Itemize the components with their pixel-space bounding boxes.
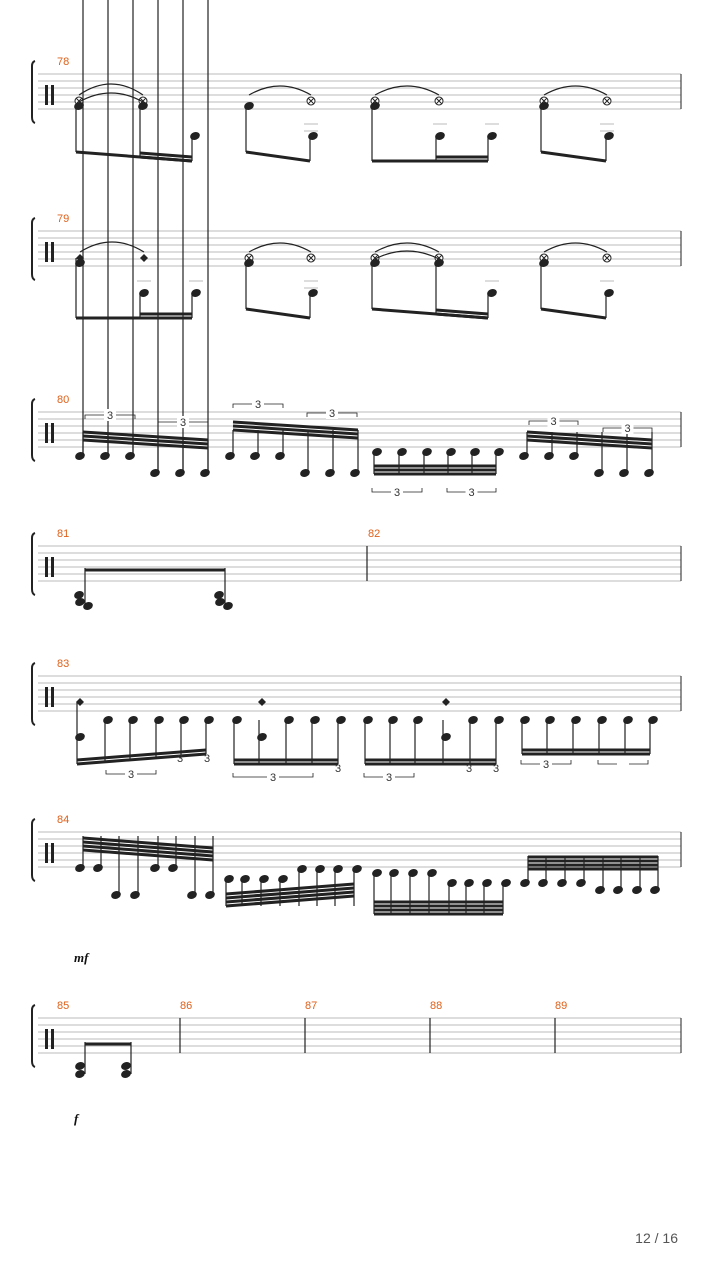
tuplet-number: 3 (180, 417, 187, 429)
notehead (412, 715, 424, 726)
notehead (110, 890, 122, 901)
notehead (543, 451, 555, 462)
notehead (249, 451, 261, 462)
notehead (603, 288, 615, 299)
tuplet-number: 3 (329, 408, 336, 420)
notehead (335, 715, 347, 726)
notehead (647, 715, 659, 726)
tie (544, 243, 607, 252)
notehead (481, 878, 493, 889)
measure-number: 78 (57, 56, 70, 68)
notehead (387, 715, 399, 726)
notehead (314, 864, 326, 875)
tuplet-number: 3 (255, 399, 262, 411)
notehead (74, 451, 86, 462)
notehead (493, 715, 505, 726)
notehead (631, 885, 643, 896)
notehead (371, 447, 383, 458)
notehead (612, 885, 624, 896)
notehead (231, 715, 243, 726)
tuplet-number: 3 (335, 763, 342, 775)
notehead (299, 468, 311, 479)
notehead (371, 868, 383, 879)
tie (249, 86, 311, 95)
percussion-clef (45, 687, 48, 707)
notehead (519, 715, 531, 726)
notehead (570, 715, 582, 726)
percussion-clef (45, 242, 48, 262)
notehead (351, 864, 363, 875)
system-bracket (32, 61, 35, 123)
beam (246, 309, 310, 318)
notehead (407, 868, 419, 879)
notehead (593, 468, 605, 479)
notehead (189, 131, 201, 142)
notehead (421, 447, 433, 458)
notehead (544, 715, 556, 726)
notehead (223, 874, 235, 885)
system-bracket (32, 819, 35, 881)
percussion-clef (45, 85, 48, 105)
notehead (309, 715, 321, 726)
notehead (594, 885, 606, 896)
tuplet-number: 3 (107, 410, 114, 422)
notehead (643, 468, 655, 479)
notehead (493, 447, 505, 458)
notehead (74, 1069, 86, 1080)
notehead (224, 451, 236, 462)
tuplet-number: 3 (270, 772, 277, 784)
notehead (153, 715, 165, 726)
measure-number: 86 (180, 1000, 193, 1012)
notehead (518, 451, 530, 462)
tuplet-number: 3 (177, 753, 184, 765)
measure-number: 88 (430, 1000, 443, 1012)
notehead (167, 863, 179, 874)
measure-number: 87 (305, 1000, 318, 1012)
tuplet-number: 3 (394, 487, 401, 499)
notehead (388, 868, 400, 879)
notehead (124, 451, 136, 462)
notehead (519, 878, 531, 889)
notehead (186, 890, 198, 901)
percussion-clef (51, 85, 54, 105)
notehead (283, 715, 295, 726)
measure-number: 89 (555, 1000, 568, 1012)
beam (541, 309, 606, 318)
percussion-clef (51, 423, 54, 443)
notehead (129, 890, 141, 901)
system-bracket (32, 533, 35, 595)
tuplet-number: 3 (468, 487, 475, 499)
dynamic-marking: mf (74, 950, 89, 965)
notehead (102, 715, 114, 726)
notehead (99, 451, 111, 462)
notehead (618, 468, 630, 479)
tuplet-number: 3 (128, 769, 135, 781)
tie (375, 86, 439, 95)
notehead (426, 868, 438, 879)
system-bracket (32, 663, 35, 725)
diamond-notehead (258, 698, 266, 706)
measure-number: 84 (57, 814, 70, 826)
measure-number: 81 (57, 528, 70, 540)
notehead (120, 1069, 132, 1080)
tuplet-number: 3 (466, 763, 473, 775)
system-bracket (32, 399, 35, 461)
notehead (74, 1061, 86, 1072)
dynamic-marking: f (74, 1111, 79, 1126)
percussion-clef (51, 843, 54, 863)
measure-number: 83 (57, 658, 70, 670)
notehead (649, 885, 661, 896)
notehead (204, 890, 216, 901)
notehead (120, 1061, 132, 1072)
notehead (332, 864, 344, 875)
notehead (463, 878, 475, 889)
notehead (467, 715, 479, 726)
notehead (537, 878, 549, 889)
tuplet-number: 3 (386, 772, 393, 784)
tie (80, 242, 144, 252)
notehead (199, 468, 211, 479)
notehead (603, 131, 615, 142)
diamond-notehead (442, 698, 450, 706)
page-indicator: 12 / 16 (635, 1230, 678, 1246)
notehead (349, 468, 361, 479)
notehead (446, 878, 458, 889)
tie (249, 243, 311, 252)
tuplet-number: 3 (204, 753, 211, 765)
measure-number: 80 (57, 394, 70, 406)
percussion-clef (51, 1029, 54, 1049)
notehead (74, 863, 86, 874)
beam (246, 152, 310, 161)
notehead (575, 878, 587, 889)
tuplet-number: 3 (543, 759, 550, 771)
notehead (178, 715, 190, 726)
tuplet-number: 3 (624, 423, 631, 435)
tie (544, 86, 607, 95)
percussion-clef (51, 557, 54, 577)
tuplet-number: 3 (550, 416, 557, 428)
tuplet-gap (617, 758, 629, 770)
notehead (92, 863, 104, 874)
notehead (440, 732, 452, 743)
notehead (445, 447, 457, 458)
notehead (596, 715, 608, 726)
notehead (296, 864, 308, 875)
notehead (149, 468, 161, 479)
notehead (149, 863, 161, 874)
notehead (362, 715, 374, 726)
notehead (274, 451, 286, 462)
notehead (307, 288, 319, 299)
percussion-clef (45, 557, 48, 577)
notehead (277, 874, 289, 885)
system-bracket (32, 1005, 35, 1067)
notehead (556, 878, 568, 889)
notehead (568, 451, 580, 462)
notehead (256, 732, 268, 743)
tuplet-number: 3 (493, 763, 500, 775)
notehead (258, 874, 270, 885)
percussion-clef (45, 1029, 48, 1049)
notehead (469, 447, 481, 458)
diamond-notehead (140, 254, 148, 262)
notehead (324, 468, 336, 479)
beam (541, 152, 606, 161)
notehead (203, 715, 215, 726)
percussion-clef (45, 843, 48, 863)
percussion-clef (51, 242, 54, 262)
notehead (307, 131, 319, 142)
notehead (396, 447, 408, 458)
notehead (127, 715, 139, 726)
system-bracket (32, 218, 35, 280)
notehead (500, 878, 512, 889)
percussion-clef (45, 423, 48, 443)
measure-number: 82 (368, 528, 381, 540)
percussion-clef (51, 687, 54, 707)
notehead (239, 874, 251, 885)
notehead (74, 732, 86, 743)
notehead (174, 468, 186, 479)
measure-number: 85 (57, 1000, 70, 1012)
notehead (622, 715, 634, 726)
measure-number: 79 (57, 213, 70, 225)
